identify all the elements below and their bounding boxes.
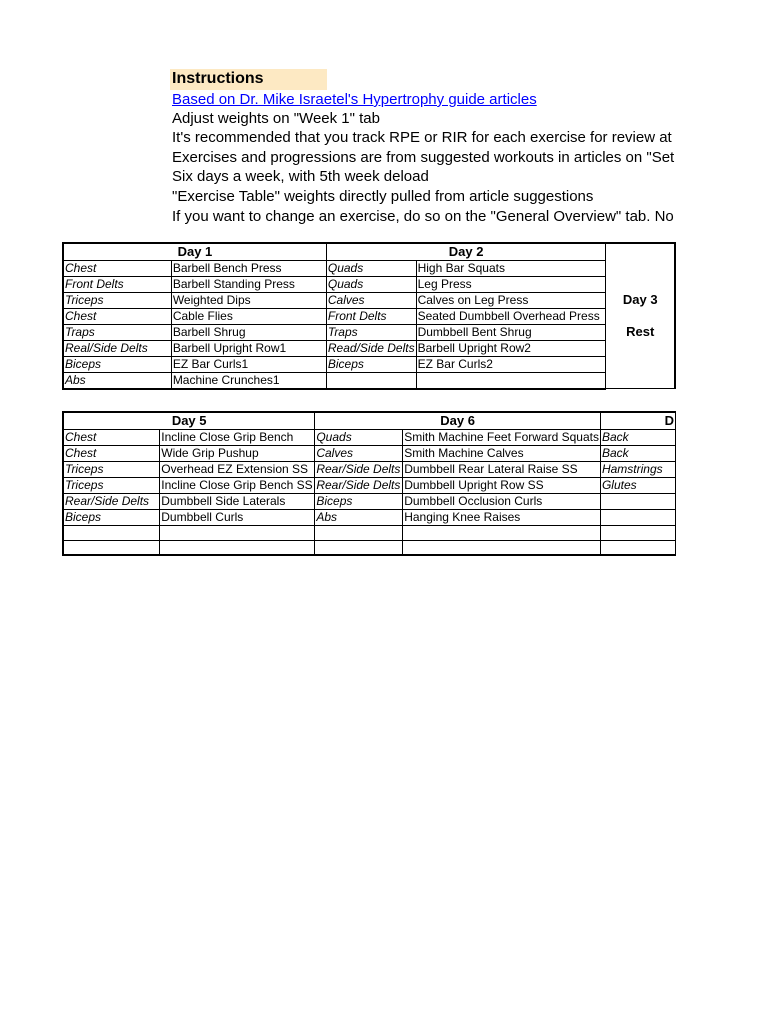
table-cell-muscle[interactable] — [600, 509, 675, 525]
table-cell-muscle[interactable]: Biceps — [326, 356, 416, 372]
table-cell-exercise[interactable]: Smith Machine Calves — [403, 445, 601, 461]
day6-header: Day 6 — [315, 412, 601, 429]
table-cell-exercise[interactable]: Calves on Leg Press — [416, 292, 606, 308]
table-cell-exercise[interactable]: Dumbbell Bent Shrug — [416, 324, 606, 340]
table-cell-muscle[interactable]: Traps — [63, 324, 171, 340]
table-cell-exercise[interactable]: Barbell Standing Press — [171, 276, 326, 292]
day3-rest-label: Rest — [626, 324, 655, 339]
instruction-line: Adjust weights on "Week 1" tab — [172, 110, 380, 127]
table-cell-muscle[interactable] — [63, 525, 160, 540]
table-cell-muscle[interactable]: Back — [600, 445, 675, 461]
table-cell-muscle[interactable]: Chest — [63, 260, 171, 276]
instruction-line: Six days a week, with 5th week deload — [172, 168, 429, 185]
table-cell-muscle[interactable]: Triceps — [63, 461, 160, 477]
table-cell-exercise[interactable]: Hanging Knee Raises — [403, 509, 601, 525]
table-cell-exercise[interactable] — [403, 525, 601, 540]
day7-header: D — [600, 412, 675, 429]
table-cell-muscle[interactable]: Hamstrings — [600, 461, 675, 477]
instructions-title: Instructions — [170, 69, 327, 90]
table-cell-muscle[interactable]: Traps — [326, 324, 416, 340]
table-cell-exercise[interactable]: Dumbbell Side Laterals — [160, 493, 315, 509]
table-cell-muscle[interactable] — [315, 540, 403, 555]
table-cell-muscle[interactable]: Triceps — [63, 292, 171, 308]
table-cell-exercise[interactable]: Weighted Dips — [171, 292, 326, 308]
table-cell-exercise[interactable]: Dumbbell Curls — [160, 509, 315, 525]
table-cell-exercise[interactable]: Leg Press — [416, 276, 606, 292]
table-cell-muscle[interactable]: Quads — [315, 429, 403, 445]
table-cell-exercise[interactable] — [403, 540, 601, 555]
table-cell-exercise[interactable]: Barbell Bench Press — [171, 260, 326, 276]
table-cell-muscle[interactable]: Calves — [326, 292, 416, 308]
table-cell-muscle[interactable] — [326, 372, 416, 389]
table-cell-muscle[interactable] — [600, 493, 675, 509]
table-cell-muscle[interactable]: Calves — [315, 445, 403, 461]
table-cell-muscle[interactable]: Triceps — [63, 477, 160, 493]
day3-rest-cell — [606, 243, 675, 389]
instruction-line: If you want to change an exercise, do so on the "General Overview" tab. No — [172, 208, 674, 225]
table-cell-exercise[interactable]: Barbell Upright Row1 — [171, 340, 326, 356]
instruction-line: Exercises and progressions are from suggested workouts in articles on "Set — [172, 149, 675, 166]
table-cell-exercise[interactable]: Dumbbell Rear Lateral Raise SS — [403, 461, 601, 477]
instruction-line: It's recommended that you track RPE or RIR for each exercise for review at — [172, 129, 672, 146]
table-cell-exercise[interactable]: Dumbbell Upright Row SS — [403, 477, 601, 493]
table-cell-exercise[interactable]: High Bar Squats — [416, 260, 606, 276]
day2-header: Day 2 — [326, 243, 606, 260]
table-cell-muscle[interactable]: Read/Side Delts — [327, 340, 415, 355]
table-cell-exercise[interactable]: EZ Bar Curls1 — [171, 356, 326, 372]
table-cell-exercise[interactable]: EZ Bar Curls2 — [416, 356, 606, 372]
table-cell-muscle[interactable]: Glutes — [600, 477, 675, 493]
table-cell-exercise[interactable]: Cable Flies — [171, 308, 326, 324]
table-cell-exercise[interactable] — [160, 525, 315, 540]
table-cell-muscle[interactable]: Rear/Side Delts — [315, 477, 403, 493]
table-cell-muscle[interactable]: Front Delts — [63, 276, 171, 292]
table-cell-muscle[interactable]: Abs — [63, 372, 171, 389]
table-cell-muscle[interactable]: Biceps — [63, 356, 171, 372]
instruction-line: "Exercise Table" weights directly pulled from article suggestions — [172, 188, 594, 205]
table-cell-muscle[interactable]: Biceps — [63, 509, 160, 525]
table-cell-exercise[interactable]: Barbell Upright Row2 — [416, 340, 606, 356]
day3-label: Day 3 — [622, 292, 658, 307]
table-cell-muscle[interactable]: Quads — [326, 276, 416, 292]
day5-header: Day 5 — [63, 412, 315, 429]
table-cell-muscle[interactable]: Quads — [326, 260, 416, 276]
table-cell-exercise[interactable]: Seated Dumbbell Overhead Press — [416, 308, 606, 324]
table-cell-exercise[interactable]: Barbell Shrug — [171, 324, 326, 340]
table-cell-muscle[interactable]: Chest — [63, 308, 171, 324]
table-cell-exercise[interactable]: Machine Crunches1 — [171, 372, 326, 389]
table-cell-muscle[interactable]: Abs — [315, 509, 403, 525]
table-cell-exercise[interactable]: Smith Machine Feet Forward Squats — [404, 429, 599, 444]
table-cell-exercise[interactable] — [160, 540, 315, 555]
table-cell-muscle[interactable]: Biceps — [315, 493, 403, 509]
table-cell-muscle[interactable]: Back — [600, 429, 675, 445]
table-cell-muscle[interactable] — [600, 525, 675, 540]
table-cell-muscle[interactable]: Rear/Side Delts — [63, 493, 160, 509]
table-cell-exercise[interactable]: Incline Close Grip Bench — [160, 429, 315, 445]
table-cell-muscle[interactable] — [315, 525, 403, 540]
table-cell-exercise[interactable]: Wide Grip Pushup — [160, 445, 315, 461]
table-cell-exercise[interactable]: Incline Close Grip Bench SS — [160, 477, 315, 493]
table-cell-muscle[interactable]: Real/Side Delts — [63, 340, 171, 356]
day1-header: Day 1 — [63, 243, 326, 260]
table-cell-muscle[interactable] — [63, 540, 160, 555]
table-cell-muscle[interactable]: Rear/Side Delts — [315, 461, 403, 477]
table-cell-muscle[interactable] — [600, 540, 675, 555]
table-cell-exercise[interactable] — [416, 372, 606, 389]
table-cell-exercise[interactable]: Dumbbell Occlusion Curls — [403, 493, 601, 509]
hypertrophy-guide-link[interactable]: Based on Dr. Mike Israetel's Hypertrophy guide articles — [172, 91, 537, 108]
table-cell-muscle[interactable]: Chest — [63, 429, 160, 445]
week-table-days-1-3 — [62, 242, 676, 390]
table-cell-muscle[interactable]: Front Delts — [326, 308, 416, 324]
table-cell-muscle[interactable]: Chest — [63, 445, 160, 461]
table-cell-exercise[interactable]: Overhead EZ Extension SS — [160, 461, 315, 477]
week-table-days-5-7 — [62, 411, 676, 556]
